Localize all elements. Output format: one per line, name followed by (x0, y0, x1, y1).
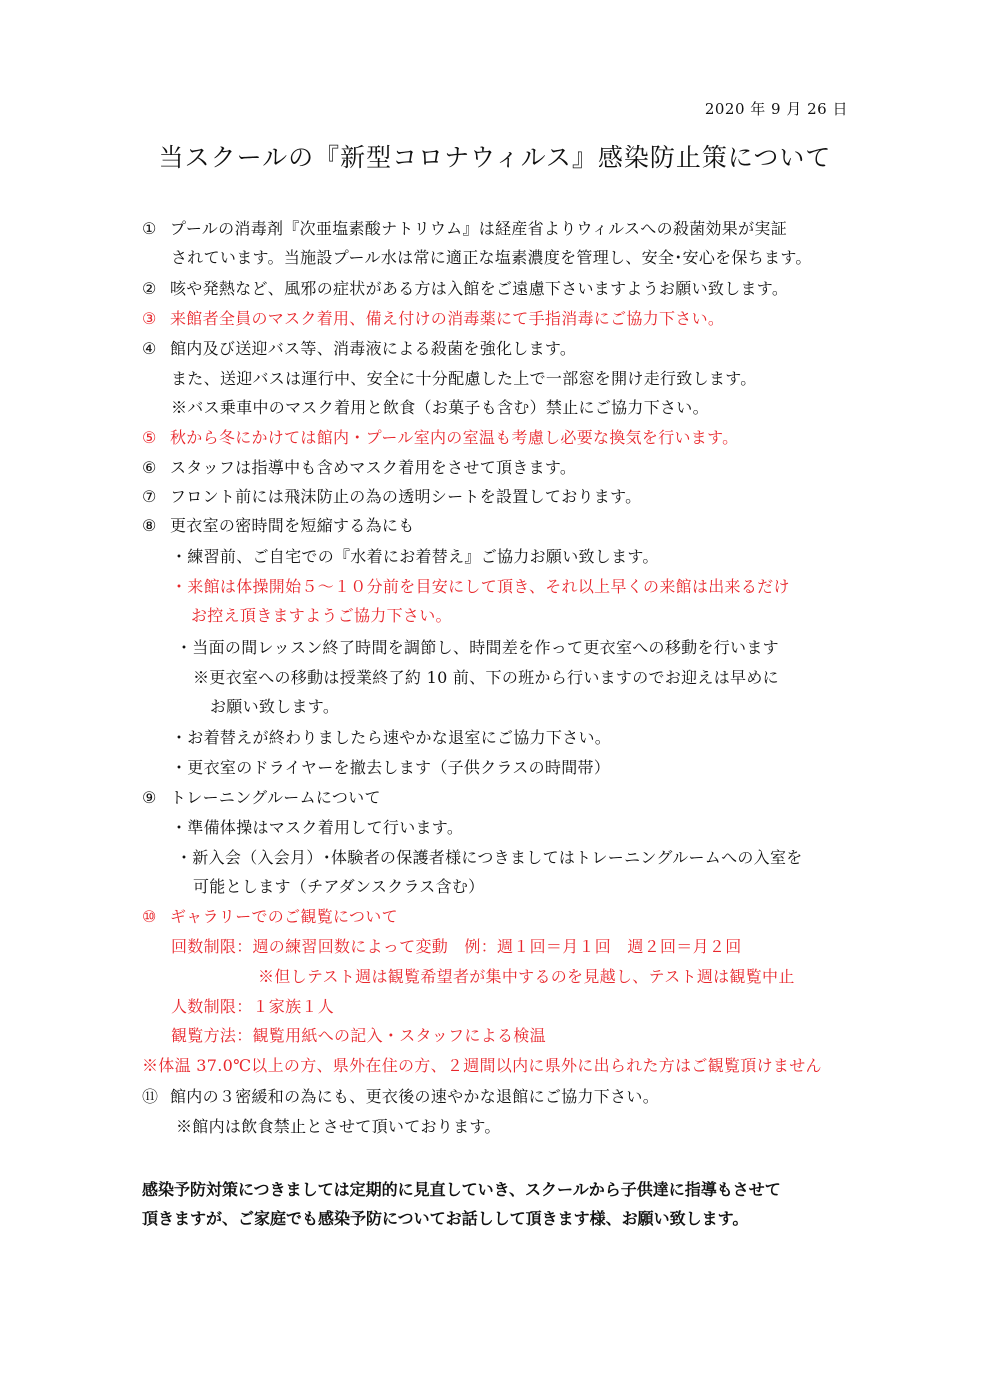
item-text: 館内及び送迎バス等、消毒液による殺菌を強化します。 (170, 339, 577, 358)
list-item-8-bullet-3-note: ※更衣室への移動は授業終了約 10 前、下の班から行いますのでお迎えは早めに (193, 668, 779, 687)
list-item-11 (142, 1086, 659, 1108)
item-number: ⑪ (142, 1087, 159, 1106)
item-number: ⑩ (142, 907, 157, 926)
gallery-frequency-limit: 回数制限：週の練習回数によって変動 例：週１回＝月１回 週２回＝月２回 (171, 937, 742, 956)
list-item-1 (142, 218, 787, 240)
item-text: 更衣室の密時間を短縮する為にも (170, 516, 415, 535)
list-item-2 (142, 278, 788, 300)
list-item-1-cont: されています。当施設プール水は常に適正な塩素濃度を管理し、安全･安心を保ちます。 (171, 248, 812, 267)
item-number: ② (142, 279, 157, 298)
list-item-9 (142, 787, 381, 809)
document-date: 2020 年 9 月 26 日 (704, 100, 848, 118)
list-item-8-bullet-4: ・お着替えが終わりましたら速やかな退室にご協力下さい。 (171, 728, 612, 747)
list-item-8-bullet-3: ・当面の間レッスン終了時間を調節し、時間差を作って更衣室への移動を行います (176, 638, 779, 657)
item-text: 館内の３密緩和の為にも、更衣後の速やかな退館にご協力下さい。 (170, 1087, 660, 1106)
item-text: ギャラリーでのご観覧について (170, 907, 398, 926)
item-number: ③ (142, 309, 157, 328)
list-item-4-note: ※バス乗車中のマスク着用と飲食（お菓子も含む）禁止にご協力下さい。 (171, 398, 709, 417)
list-item-4 (142, 338, 576, 360)
item-number: ⑧ (142, 516, 157, 535)
item-text: 来館者全員のマスク着用、備え付けの消毒薬にて手指消毒にご協力下さい。 (170, 309, 725, 328)
list-item-8-bullet-3-note-cont: お願い致します。 (210, 697, 340, 716)
list-item-11-note: ※館内は飲食禁止とさせて頂いております。 (176, 1117, 501, 1136)
list-item-4-cont: また、送迎バスは運行中、安全に十分配慮した上で一部窓を開け走行致します。 (171, 369, 757, 388)
list-item-8-bullet-2: ・来館は体操開始５～１０分前を目安にして頂き、それ以上早くの来館は出来るだけ (171, 577, 790, 596)
item-text: 咳や発熱など、風邪の症状がある方は入館をご遠慮下さいますようお願い致します。 (170, 279, 789, 298)
gallery-people-limit: 人数制限：１家族１人 (171, 997, 335, 1016)
closing-line-2: 頂きますが、ご家庭でも感染予防についてお話しして頂きます様、お願い致します。 (142, 1209, 749, 1228)
list-item-7 (142, 486, 641, 508)
closing-line-1: 感染予防対策につきましては定期的に見直していき、スクールから子供達に指導もさせて (142, 1180, 781, 1199)
item-number: ⑤ (142, 428, 157, 447)
list-item-8-bullet-5: ・更衣室のドライヤーを撤去します（子供クラスの時間帯） (171, 758, 611, 777)
list-item-5 (142, 427, 738, 449)
list-item-3 (142, 308, 724, 330)
gallery-viewing-method: 観覧方法：観覧用紙への記入・スタッフによる検温 (171, 1026, 546, 1045)
list-item-10 (142, 906, 398, 928)
gallery-temperature-note: ※体温 37.0℃以上の方、県外在住の方、２週間以内に県外に出られた方はご観覧頂けません (142, 1056, 822, 1075)
item-text: プールの消毒剤『次亜塩素酸ナトリウム』は経産省よりウィルスへの殺菌効果が実証 (170, 219, 788, 238)
item-text: トレーニングルームについて (170, 788, 381, 807)
page-title: 当スクールの『新型コロナウィルス』感染防止策について (158, 143, 832, 172)
item-text: フロント前には飛沫防止の為の透明シートを設置しております。 (170, 487, 642, 506)
item-number: ⑥ (142, 458, 157, 477)
list-item-8-bullet-2-cont: お控え頂きますようご協力下さい。 (191, 606, 452, 625)
list-item-9-bullet-1: ・準備体操はマスク着用して行います。 (171, 818, 464, 837)
list-item-9-bullet-2: ・新入会（入会月）･体験者の保護者様につきましてはトレーニングルームへの入室を (176, 848, 803, 867)
item-number: ④ (142, 339, 157, 358)
item-text: スタッフは指導中も含めマスク着用をさせて頂きます。 (170, 458, 577, 477)
item-number: ⑦ (142, 487, 157, 506)
item-text: 秋から冬にかけては館内・プール室内の室温も考慮し必要な換気を行います。 (170, 428, 739, 447)
gallery-test-week-note: ※但しテスト週は観覧希望者が集中するのを見越し、テスト週は観覧中止 (258, 967, 795, 986)
item-number: ① (142, 219, 157, 238)
item-number: ⑨ (142, 788, 157, 807)
list-item-6 (142, 457, 576, 479)
list-item-9-bullet-2-cont: 可能とします（チアダンスクラス含む） (193, 877, 485, 896)
list-item-8-bullet-1: ・練習前、ご自宅での『水着にお着替え』ご協力お願い致します。 (171, 547, 659, 566)
list-item-8 (142, 515, 415, 537)
